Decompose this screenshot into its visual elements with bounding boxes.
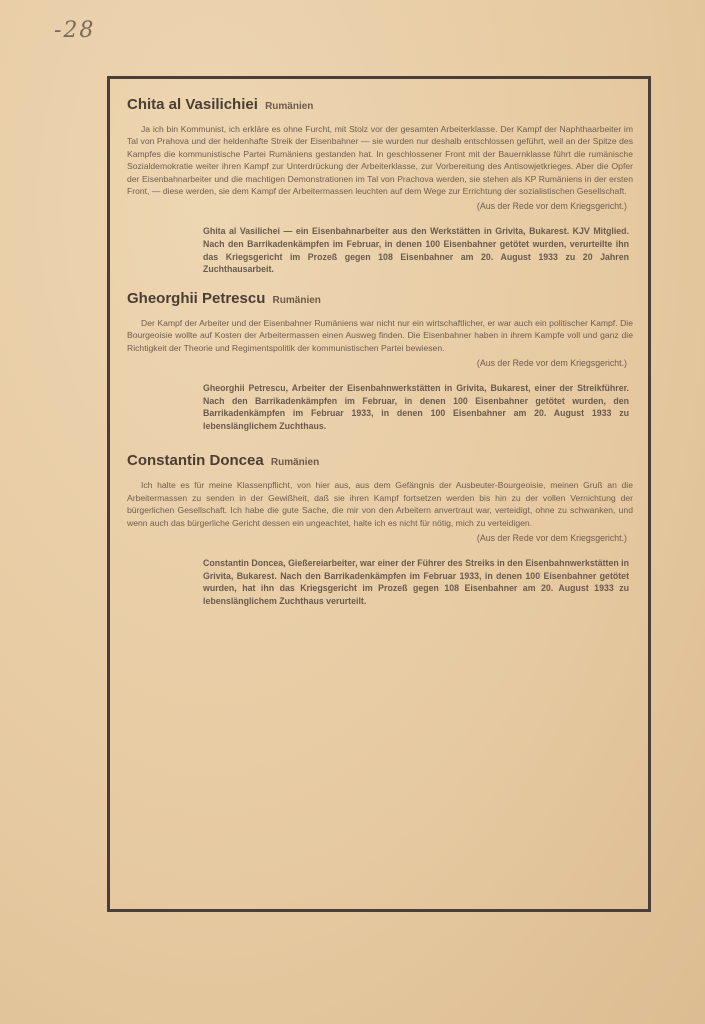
biography: Ghita al Vasilichei — ein Eisenbahnarbeiter aus den Werkstätten in Grivita, Bukarest. KJV Mitglied. Nach den Barrikadenkämpfen im Februar, in denen 100 Eisenbahner getötet wurden, verurteilte ihn das Kriegsgericht im Prozeß gegen 108 Eisenbahner am 20. August 1933 zu 20 Jahren Zuchthausarbeit. xyxy=(203,226,629,275)
document-content xyxy=(123,96,637,607)
section-title xyxy=(127,290,637,307)
person-country: Rumänien xyxy=(265,101,314,112)
person-country: Rumänien xyxy=(270,457,320,469)
section-petrescu xyxy=(123,290,637,433)
quote-source: (Aus der Rede vor dem Kriegsgericht.) xyxy=(476,533,627,544)
section-vasilichiei xyxy=(123,96,637,276)
biography: Constantin Doncea, Gießereiarbeiter, war einer der Führer des Streiks in den Eisenbahnwerkstätten in Grivita, Bukarest. Nach den Barrikadenkämpfen im Februar 1933, in denen 100 Eisenbahner getötet wurden, hat ihn das Kriegsgericht im Prozeß gegen 108 Eisenbahner am 20. August 1933 zu lebenslänglichem Zuchthaus verurteilt. xyxy=(203,558,629,606)
section-doncea xyxy=(123,452,637,607)
person-name: Chita al Vasilichiei xyxy=(127,96,258,113)
biography: Gheorghii Petrescu, Arbeiter der Eisenbahnwerkstätten in Grivita, Bukarest, einer der Streikführer. Nach den Barrikadenkämpfen im Februar, in denen 100 Eisenbahner getötet wurden, den Barrikadenkämpfen im Februar 1933, in denen 100 Eisenbahner am 20. August 1933 zu lebenslänglichem Zuchthaus. xyxy=(203,383,629,431)
person-name: Gheorghii Petrescu xyxy=(127,289,266,307)
section-title xyxy=(127,96,637,113)
quote-source: (Aus der Rede vor dem Kriegsgericht.) xyxy=(476,358,627,369)
section-title xyxy=(127,452,637,469)
speech-quote: Ja ich bin Kommunist, ich erkläre es ohne Furcht, mit Stolz vor der gesamten Arbeiterklasse. Der Kampf der Naphthaarbeiter im Tal von Prahova und der heldenhafte Streik der Eisenbahner — sie wurden nur deshalb entschlossen geführt, weil an der Spitze des Kampfes die kommunistische Partei Rumäniens gestanden hat. In geschlossener Front mit der Bauernklasse führt die rumänische Sozialdemokratie weiter ihren Kampf zur Unterdrückung der Arbeiterklasse, zur Vorbereitung des Antisowjetkrieges. Aber die Opfer der Eisenbahnarbeiter und die machtigen Demonstrationen im Tal von Prachova werden, sie stehen als KP Rumäniens in der ersten Front, — diese werden, sie dem Kampf der Arbeitermassen leuchten auf dem Wege zur Errichtung der sozialistischen Gesellschaft. xyxy=(127,124,633,197)
page-number-handwritten: -28 xyxy=(54,18,96,43)
quote-source: (Aus der Rede vor dem Kriegsgericht.) xyxy=(476,201,627,212)
person-name: Constantin Doncea xyxy=(127,452,264,470)
person-country: Rumänien xyxy=(272,294,321,306)
speech-quote: Der Kampf der Arbeiter und der Eisenbahner Rumäniens war nicht nur ein wirtschaftlicher, er war auch ein politischer Kampf. Die Bourgeoisie wollte auf Kosten der Arbeitermassen einen Ausweg finden. Die Eisenbahner haben in ihrem Kampfe voll und ganz die Richtigkeit der Theorie und Regimentspolitik der kommunistischen Partei bewiesen. xyxy=(127,317,633,353)
speech-quote: Ich halte es für meine Klassenpflicht, von hier aus, aus dem Gefängnis der Ausbeuter-Bourgeoisie, meinen Gruß an die Arbeitermassen zu senden in der Gewißheit, daß sie ihren Kampf fortsetzen werden bis hin zu der vollen Vernichtung der bürgerlichen Gesellschaft. Ich habe die gute Sache, die mir von den Arbeitern anvertraut war, verteidigt, ohne zu schwanken, und wenn auch das bürgerliche Gericht dessen ein ungeachtet, halte ich es nicht für nötig, mich zu verteidigen. xyxy=(127,480,633,528)
